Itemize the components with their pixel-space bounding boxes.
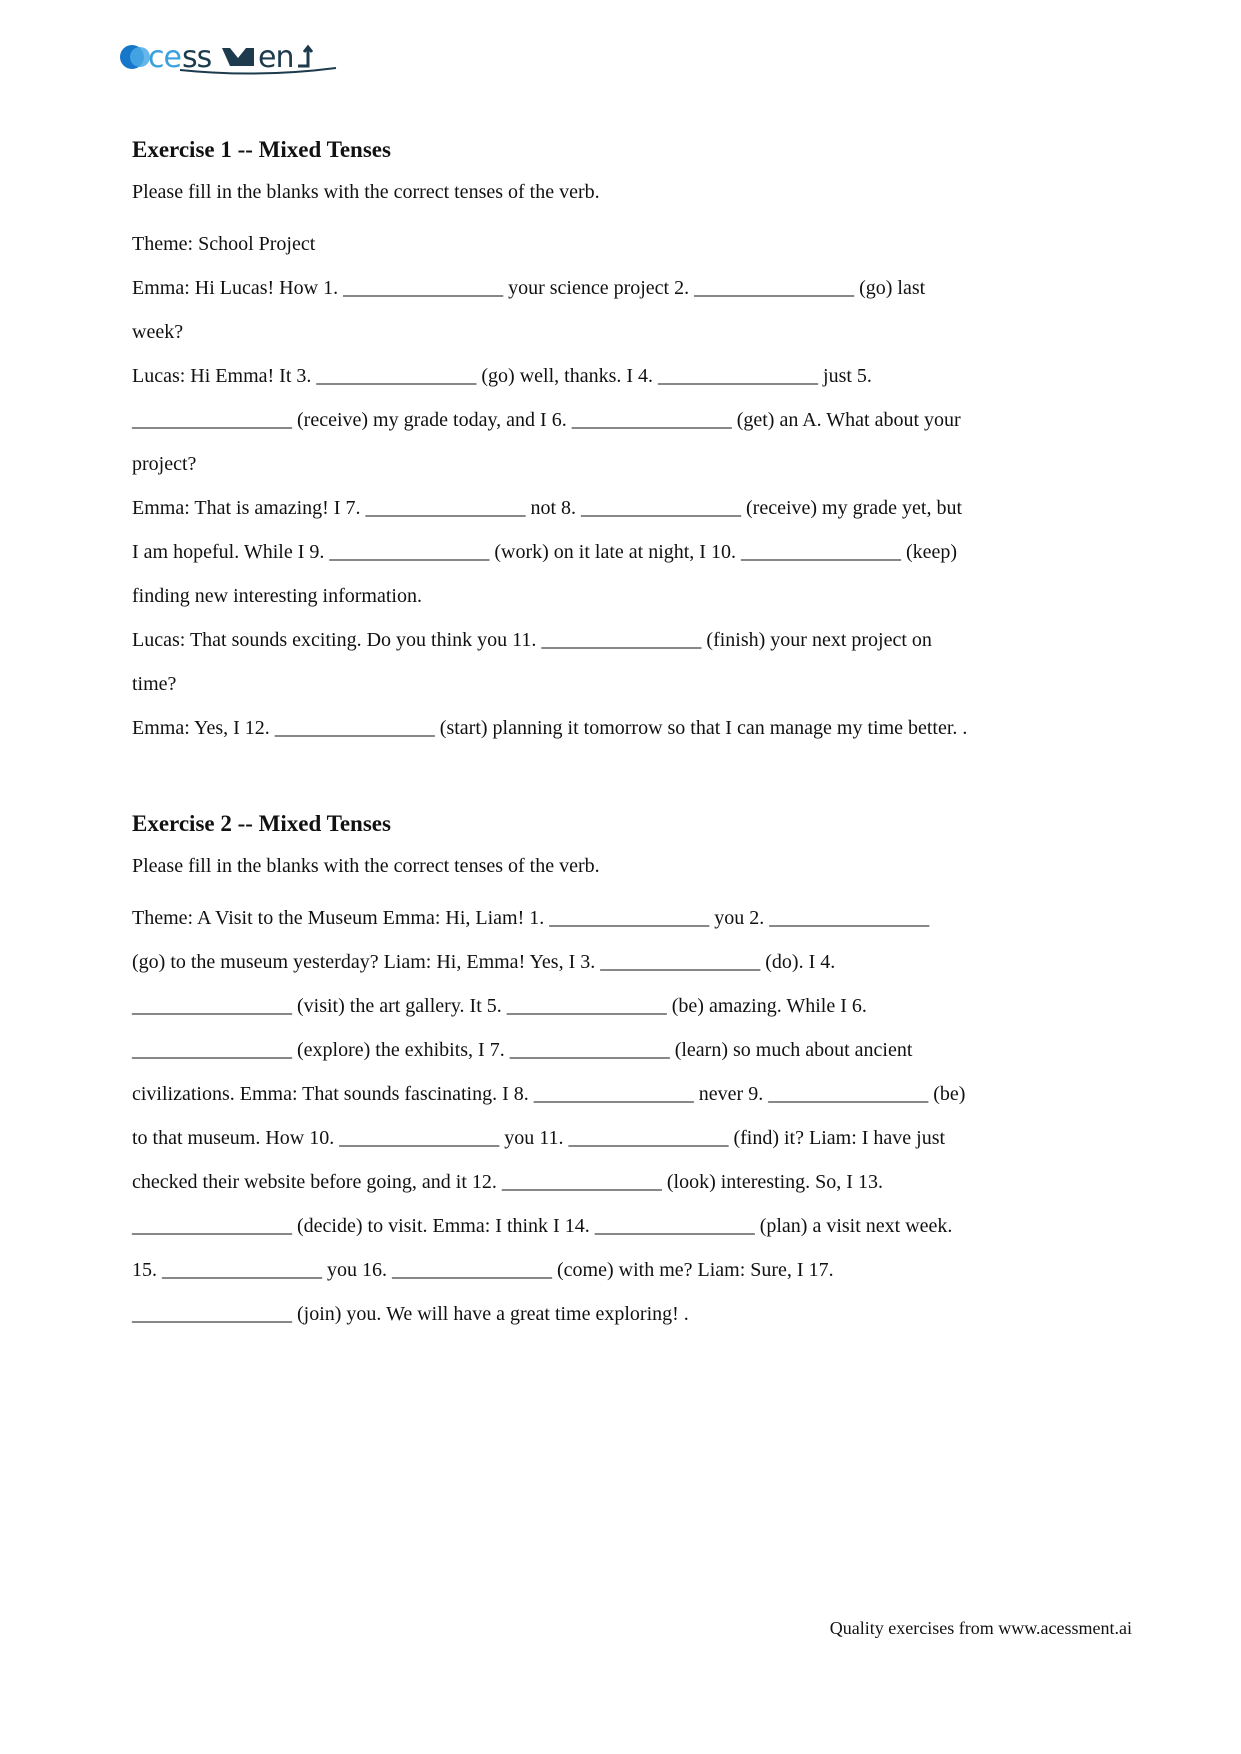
acessment-logo [118,38,358,76]
exercise-line: civilizations. Emma: That sounds fascinating. I 8. ________________ never 9. ________________ (be) [132,1083,966,1105]
exercise-line: (go) to the museum yesterday? Liam: Hi, Emma! Yes, I 3. ________________ (do). I 4. [132,951,836,973]
exercise-line: Theme: School Project [132,233,316,255]
exercise-line: I am hopeful. While I 9. ________________ (work) on it late at night, I 10. ________________ (keep) [132,541,958,563]
exercise-line: week? [132,321,184,343]
exercise-line: finding new interesting information. [132,585,422,607]
exercise-line: project? [132,453,197,475]
exercise-line: checked their website before going, and it 12. ________________ (look) interesting. So, I 13. [132,1171,883,1193]
footer-credit: Quality exercises from www.acessment.ai [829,1618,1132,1638]
exercise-line: to that museum. How 10. ________________ you 11. ________________ (find) it? Liam: I have just [132,1127,946,1149]
worksheet [132,130,1092,1336]
exercise-title: Exercise 2 -- Mixed Tenses [132,811,391,836]
svg-text:ss: ss [182,40,212,75]
exercise-1 [132,130,1092,750]
exercise-title: Exercise 1 -- Mixed Tenses [132,137,391,162]
exercise-line: Emma: Yes, I 12. ________________ (start) planning it tomorrow so that I can manage my time better. . [132,717,968,739]
exercise-line: Emma: That is amazing! I 7. ________________ not 8. ________________ (receive) my grade yet, but [132,497,963,519]
exercise-line: Lucas: Hi Emma! It 3. ________________ (go) well, thanks. I 4. ________________ just 5. [132,365,872,387]
exercise-line: ________________ (join) you. We will have a great time exploring! . [132,1303,689,1325]
svg-text:en: en [258,40,294,75]
exercise-line: Theme: A Visit to the Museum Emma: Hi, Liam! 1. ________________ you 2. ________________ [132,907,930,929]
exercise-line: Emma: Hi Lucas! How 1. ________________ your science project 2. ________________ (go) last [132,277,926,299]
exercise-line: ________________ (receive) my grade today, and I 6. ________________ (get) an A. What about your [132,409,961,431]
exercise-line: 15. ________________ you 16. ________________ (come) with me? Liam: Sure, I 17. [132,1259,834,1281]
svg-text:ce: ce [148,40,181,75]
exercise-instruction: Please fill in the blanks with the correct tenses of the verb. [132,855,600,877]
exercise-2 [132,804,1092,1336]
exercise-line: time? [132,673,177,695]
section-spacer [132,750,1092,804]
exercise-line: ________________ (visit) the art gallery. It 5. ________________ (be) amazing. While I 6. [132,995,867,1017]
exercise-line: ________________ (decide) to visit. Emma: I think I 14. ________________ (plan) a visit next week. [132,1215,953,1237]
exercise-instruction: Please fill in the blanks with the correct tenses of the verb. [132,181,600,203]
exercise-line: Lucas: That sounds exciting. Do you think you 11. ________________ (finish) your next project on [132,629,932,651]
exercise-line: ________________ (explore) the exhibits, I 7. ________________ (learn) so much about ancient [132,1039,913,1061]
